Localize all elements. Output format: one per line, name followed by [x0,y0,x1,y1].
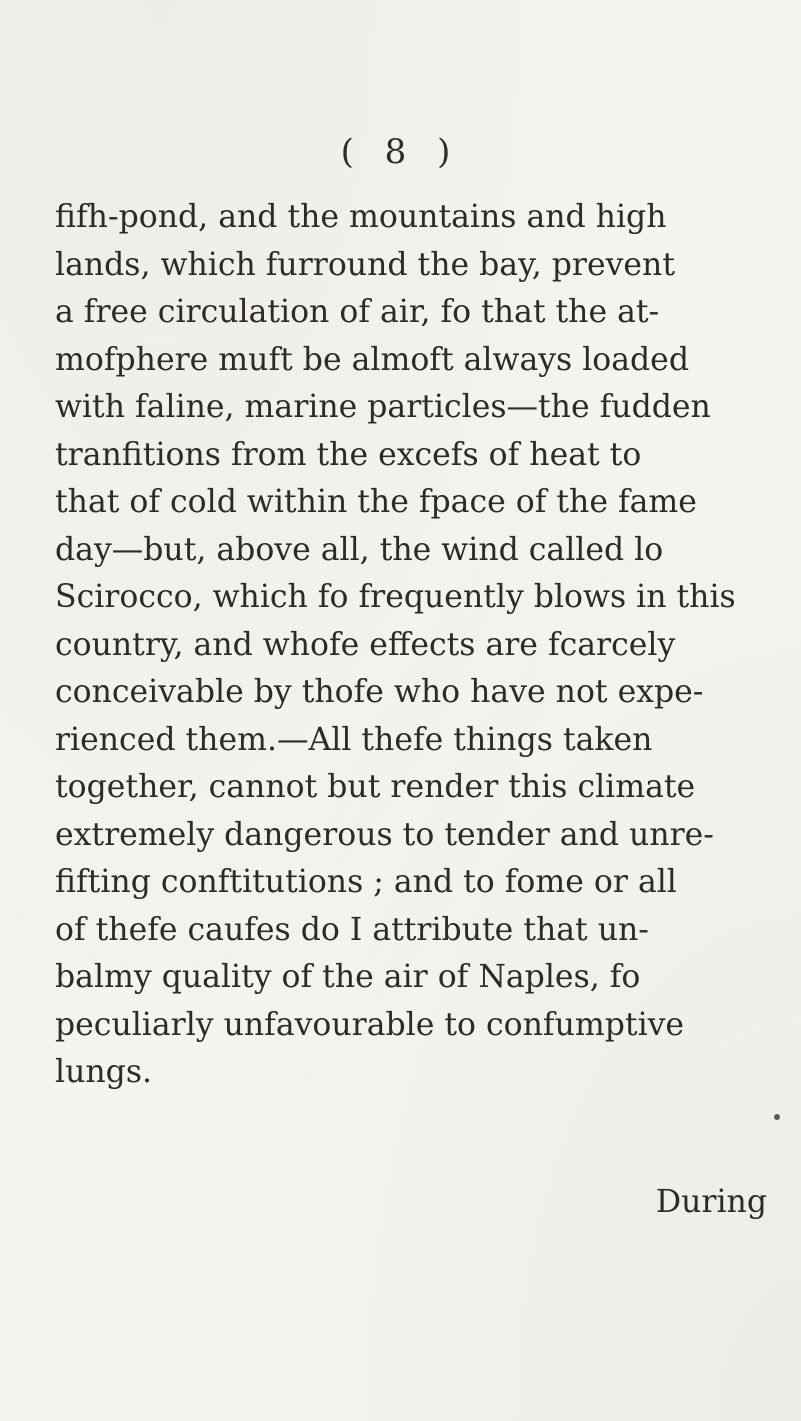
body-text [55,194,795,1097]
text-line: rienced them.—All thefe things taken [55,721,653,758]
text-line: that of cold within the fpace of the fame [55,484,697,520]
text-line: Scirocco, which fo frequently blows in this [55,579,736,615]
text-line: extremely dangerous to tender and unre- [55,816,714,853]
text-line: lungs. [55,1054,152,1090]
text-line: of thefe caufes do I attribute that un- [55,911,649,948]
text-line: with faline, marine particles—the fudden [55,389,711,425]
text-line: together, cannot but render this climate [55,769,696,805]
catchword: During [655,1184,767,1220]
text-line: day—but, above all, the wind called lo [55,531,664,568]
text-line: balmy quality of the air of Naples, fo [55,959,641,995]
text-line: fifting conftitutions ; and to fome or all [55,864,677,900]
text-line: tranfitions from the excefs of heat to [55,436,642,473]
text-line: mofphere muft be almoft always loaded [55,341,689,378]
text-line: peculiarly unfavourable to confumptive [55,1006,685,1043]
text-line: a free circulation of air, fo that the at- [55,294,660,330]
text-line: conceivable by thofe who have not expe- [55,674,704,710]
ink-speck [774,1114,780,1120]
text-line: fifh-pond, and the mountains and high [55,199,667,235]
text-line: country, and whofe effects are fcarcely [55,626,676,663]
page-number: ( 8 ) [340,132,461,172]
text-line: lands, which furround the bay, prevent [55,246,675,283]
